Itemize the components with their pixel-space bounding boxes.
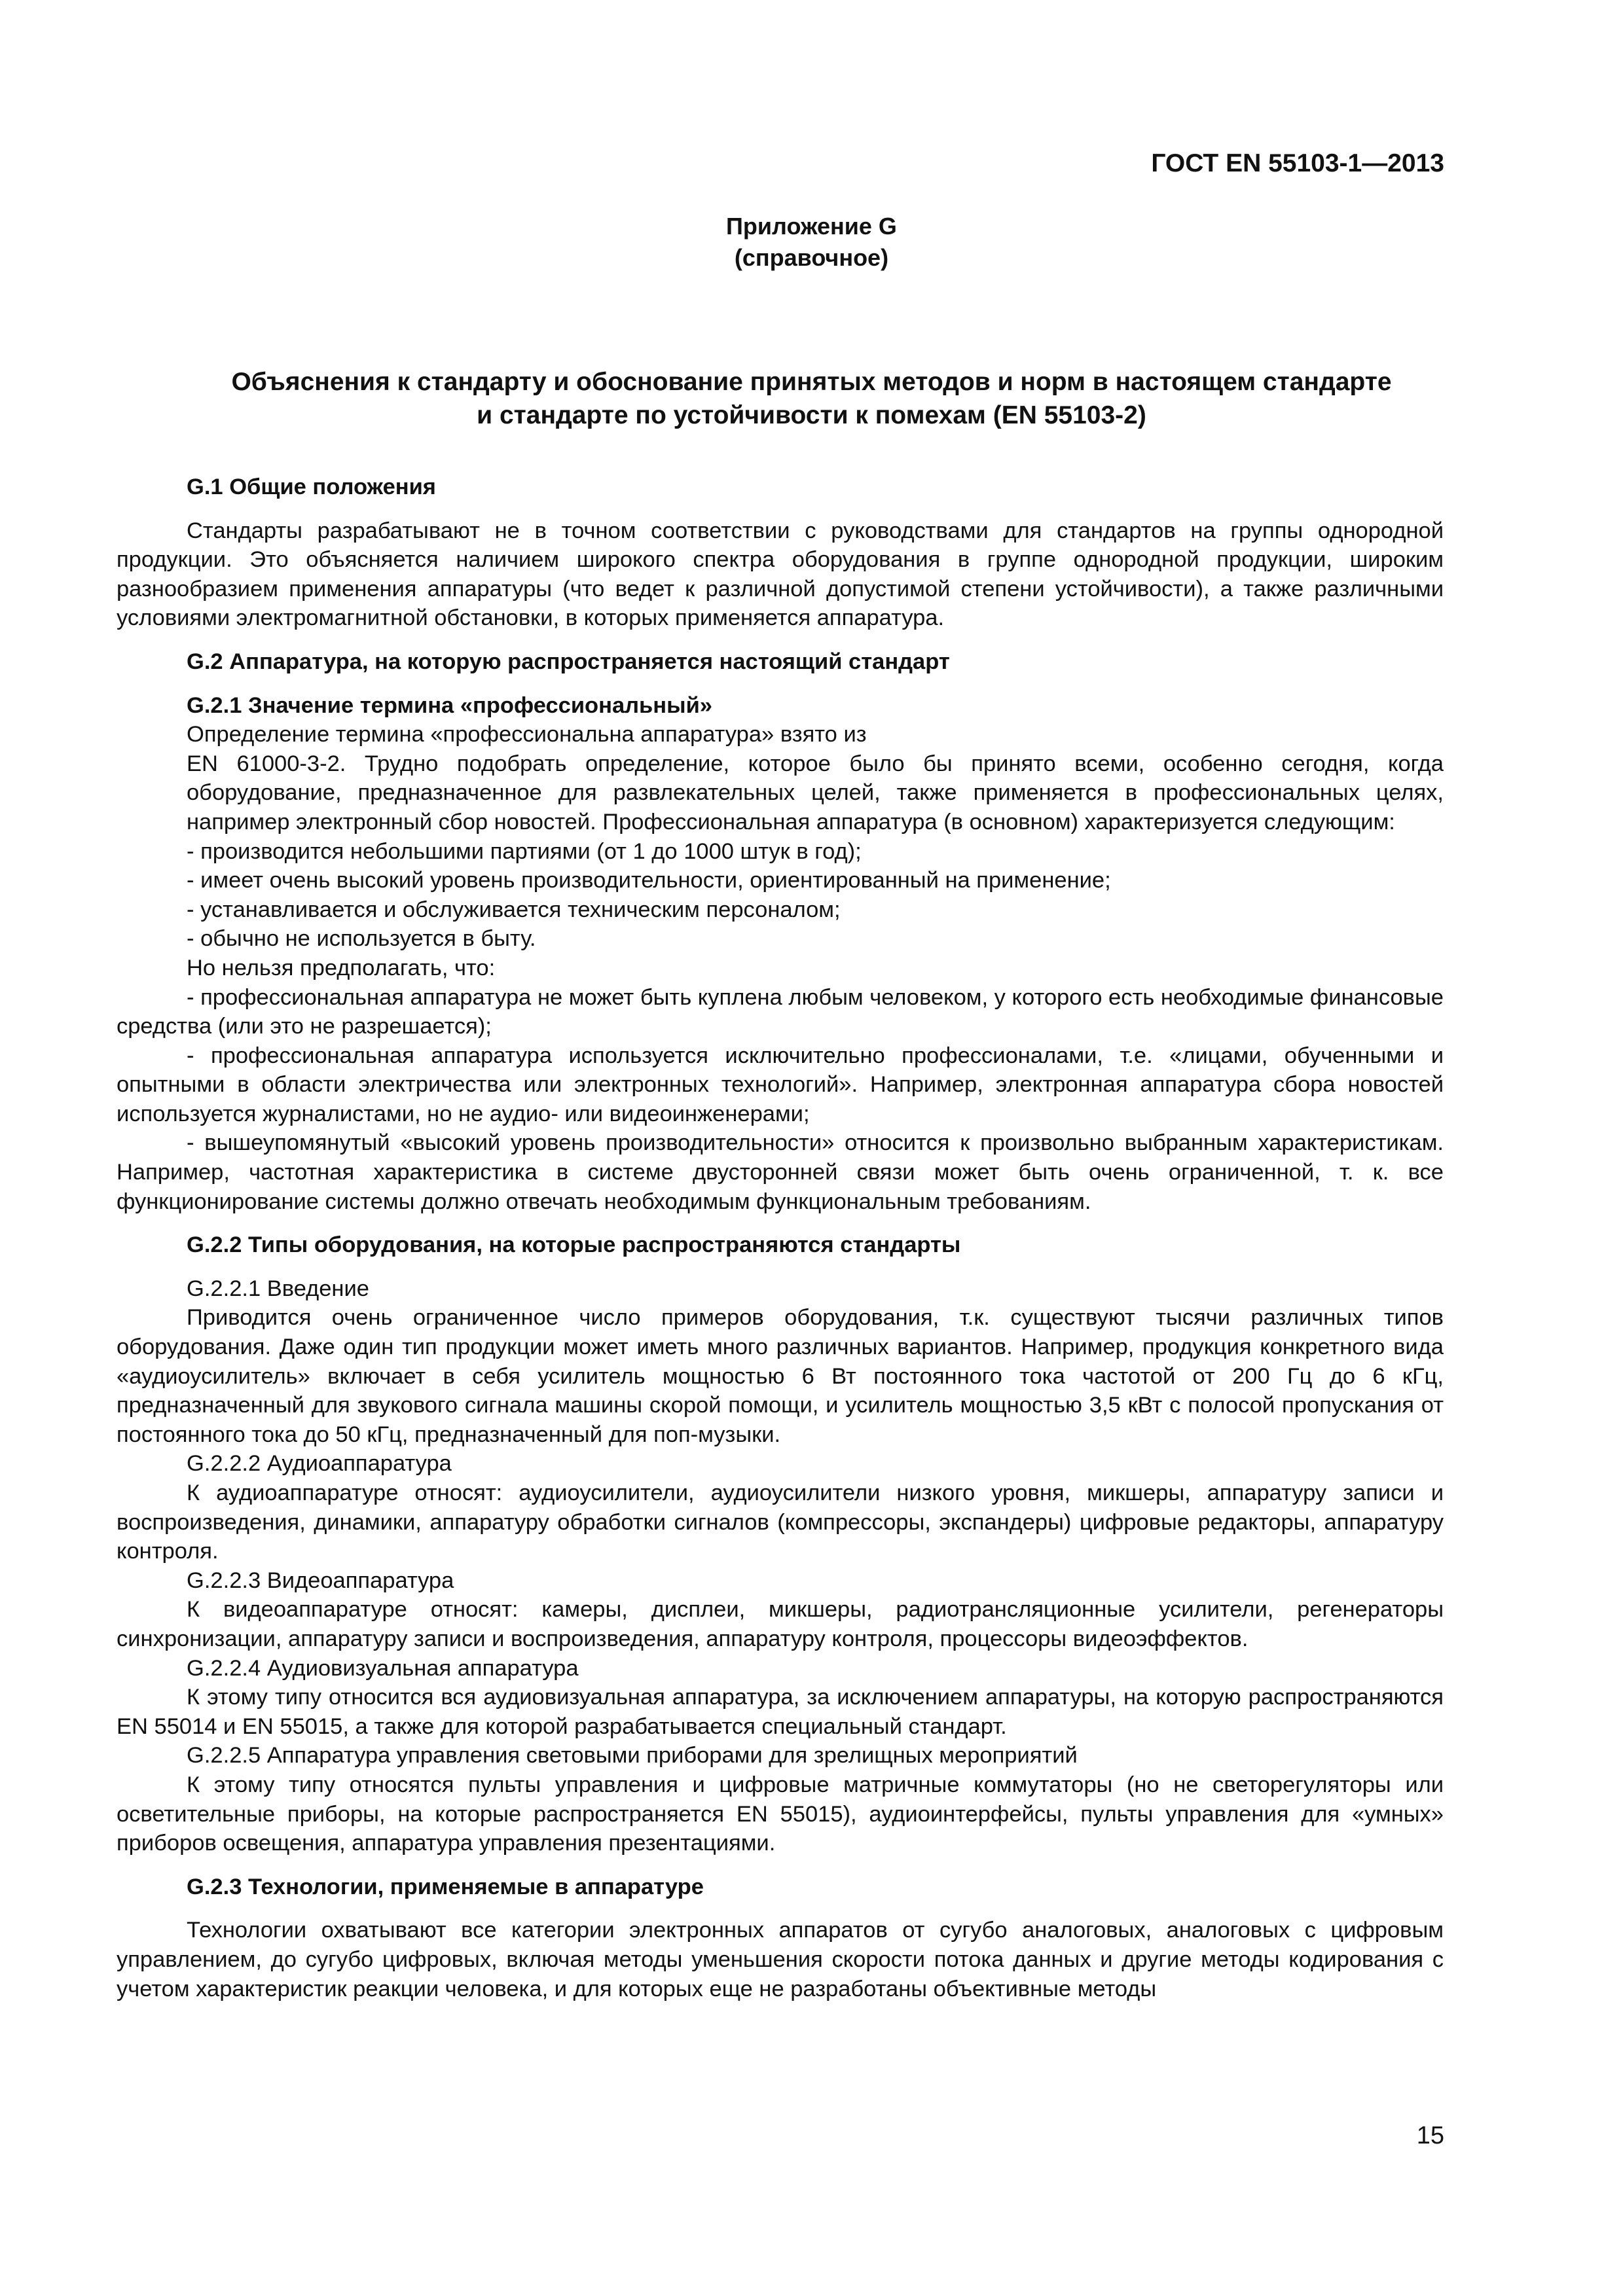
- section-heading-g1: G.1 Общие положения: [187, 475, 436, 499]
- subsection-heading-g21: G.2.1 Значение термина «профессиональный»: [187, 692, 712, 718]
- paragraph-text: EN 61000-3-2. Трудно подобрать определение, которое было бы принято всеми, особенно сегодня, когда оборудование, предназначенное для развлекательных целей, также применяется в профессиональных целях, например электронный сбор новостей. Профессиональная аппаратура (в основном) характеризуется следующим:: [187, 751, 1444, 834]
- clause-label: G.2.2.3 Видеоаппаратура: [187, 1568, 454, 1593]
- appendix-status: (справочное): [734, 244, 889, 271]
- appendix-heading: [0, 211, 1623, 274]
- subsection-heading-g23: G.2.3 Технологии, применяемые в аппаратуре: [187, 1874, 704, 1899]
- document-code: ГОСТ EN 55103-1—2013: [1151, 149, 1444, 177]
- list-item: - профессиональная аппаратура не может быть куплена любым человеком, у которого есть необходимые финансовые средства (или это не разрешается);: [117, 984, 1444, 1039]
- paragraph: К этому типу относятся пульты управления и цифровые матричные коммутаторы (но не светорегуляторы или осветительные приборы, на которые распространяется EN 55015), аудиоинтерфейсы, пульты управления для «умных» приборов освещения, аппаратура управления презентациями.: [117, 1772, 1444, 1856]
- clause-label: G.2.2.1 Введение: [187, 1276, 369, 1301]
- document-body: [117, 473, 1444, 2003]
- document-title: [0, 365, 1623, 432]
- paragraph: Приводится очень ограниченное число примеров оборудования, т.к. существуют тысячи различных типов оборудования. Даже один тип продукции может иметь много различных вариантов. Например, продукция конкретного вида «аудиоусилитель» включает в себя усилитель мощностью 6 Вт постоянного тока частотой от 200 Гц до 6 кГц, предназначенный для звукового сигнала машины скорой помощи, и усилитель мощностью 3,5 кВт с полосой пропускания от постоянного тока до 50 кГц, предназначенный для поп-музыки.: [117, 1305, 1444, 1447]
- section-heading-g2: G.2 Аппаратура, на которую распространяется настоящий стандарт: [187, 649, 950, 674]
- paragraph: [117, 749, 1444, 837]
- subsection-heading-g22: G.2.2 Типы оборудования, на которые распространяются стандарты: [187, 1232, 961, 1258]
- list-item: - вышеупомянутый «высокий уровень производительности» относится к произвольно выбранным характеристикам. Например, частотная характеристика в системе двусторонней связи может быть очень ограниченной, т. к. все функционирование системы должно отвечать необходимым функциональным требованиям.: [117, 1130, 1444, 1214]
- paragraph: К аудиоаппаратуре относят: аудиоусилители, аудиоусилители низкого уровня, микшеры, аппаратуру записи и воспроизведения, динамики, аппаратуру обработки сигналов (компрессоры, экспандеры) цифровые редакторы, аппаратуру контроля.: [117, 1480, 1444, 1564]
- appendix-label: Приложение G: [726, 213, 897, 240]
- paragraph: Но нельзя предполагать, что:: [187, 955, 496, 980]
- paragraph: Определение термина «профессиональна аппаратура» взято из: [187, 722, 867, 747]
- clause-label: G.2.2.2 Аудиоаппаратура: [187, 1451, 452, 1477]
- paragraph: Стандарты разрабатывают не в точном соответствии с руководствами для стандартов на группы однородной продукции. Это объясняется наличием широкого спектра оборудования в группе однородной продукции, широким разнообразием применения аппаратуры (что ведет к различной допустимой степени устойчивости), а также различными условиями электромагнитной обстановки, в которых применяется аппаратура.: [117, 518, 1444, 631]
- title-line-2: и стандарте по устойчивости к помехам (EN 55103-2): [477, 401, 1146, 429]
- list-item: - обычно не используется в быту.: [187, 926, 536, 952]
- paragraph: К этому типу относится вся аудиовизуальная аппаратура, за исключением аппаратуры, на которую распространяются EN 55014 и EN 55015, а также для которой разрабатывается специальный стандарт.: [117, 1685, 1444, 1739]
- paragraph: Технологии охватывают все категории электронных аппаратов от сугубо аналоговых, аналоговых с цифровым управлением, до сугубо цифровых, включая методы уменьшения скорости потока данных и другие методы кодирования с учетом характеристик реакции человека, и для которых еще не разработаны объективные методы: [117, 1918, 1444, 2001]
- page-number: 15: [1416, 2122, 1444, 2149]
- list-item: - профессиональная аппаратура используется исключительно профессионалами, т.е. «лицами, обученными и опытными в области электричества или электронных технологий». Например, электронная аппаратура сбора новостей используется журналистами, но не аудио- или видеоинженерами;: [117, 1043, 1444, 1126]
- list-item: - устанавливается и обслуживается техническим персоналом;: [187, 897, 841, 922]
- list-item: - имеет очень высокий уровень производительности, ориентированный на применение;: [187, 868, 1111, 893]
- clause-label: G.2.2.5 Аппаратура управления световыми приборами для зрелищных мероприятий: [187, 1743, 1078, 1768]
- title-line-1: Объяснения к стандарту и обоснование принятых методов и норм в настоящем стандарте: [231, 368, 1392, 396]
- clause-label: G.2.2.4 Аудиовизуальная аппаратура: [187, 1655, 579, 1681]
- paragraph: К видеоаппаратуре относят: камеры, дисплеи, микшеры, радиотрансляционные усилители, регенераторы синхронизации, аппаратуру записи и воспроизведения, аппаратуру контроля, процессоры видеоэффектов.: [117, 1597, 1444, 1651]
- list-item: - производится небольшими партиями (от 1 до 1000 штук в год);: [187, 838, 862, 864]
